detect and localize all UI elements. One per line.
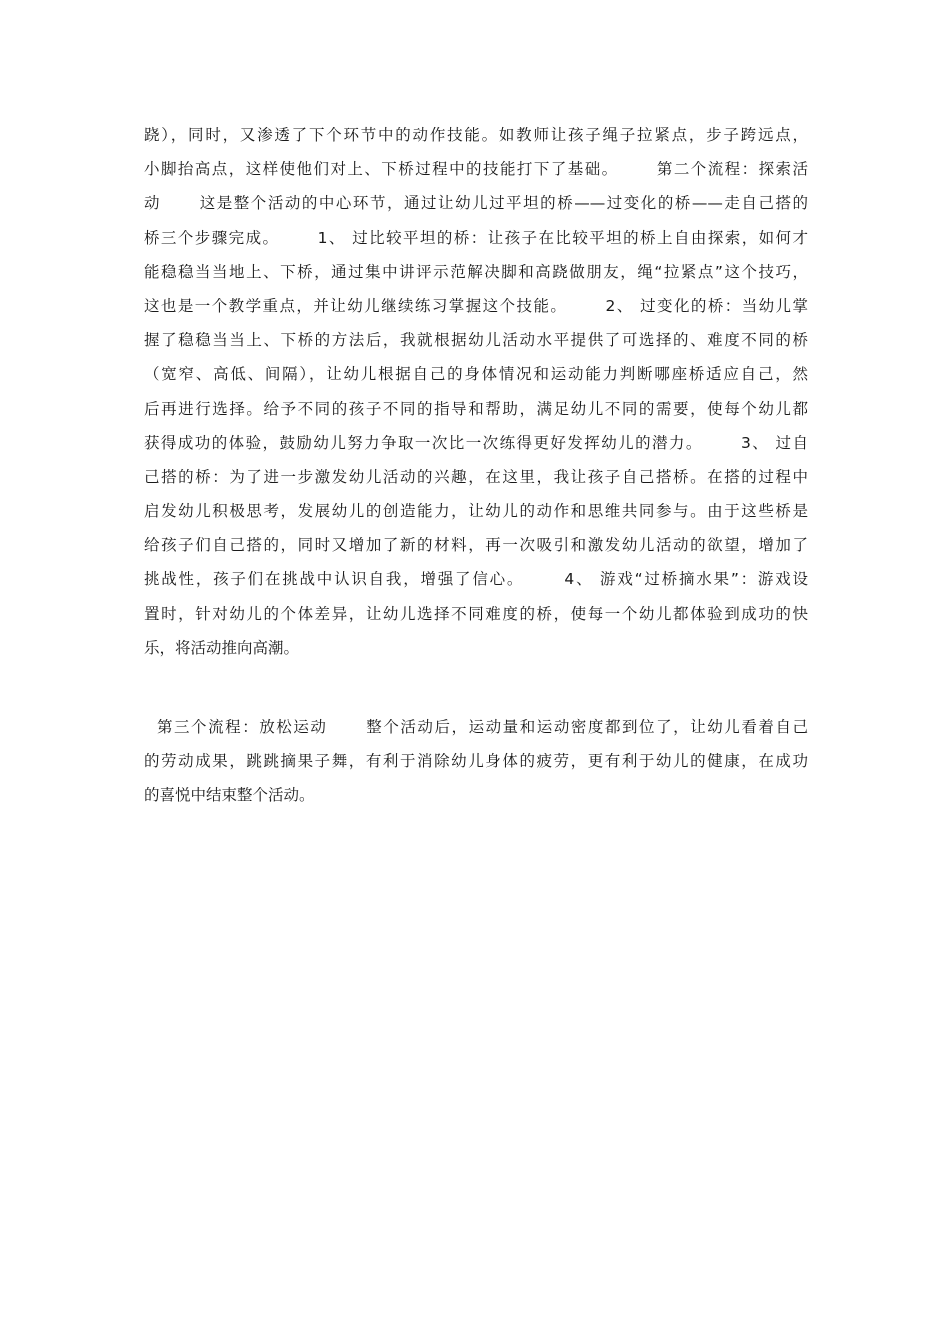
text-line: 跷），同时，又渗透了下个环节中的动作技能。如教师让孩子绳子拉紧点，步子跨远点， [144,126,808,144]
paragraph-activity-process [144,118,808,665]
text-line: 动 这是整个活动的中心环节，通过让幼儿过平坦的桥——过变化的桥——走自己搭的 [144,194,808,213]
text-line: 桥三个步骤完成。 1、 过比较平坦的桥：让孩子在比较平坦的桥上自由探索，如何才 [144,228,808,247]
text-line: 给孩子们自己搭的，同时又增加了新的材料，再一次吸引和激发幼儿活动的欲望，增加了 [144,536,808,555]
text-line: 第三个流程：放松运动 整个活动后，运动量和运动密度都到位了，让幼儿看着自己 [144,718,808,736]
text-line: 能稳稳当当地上、下桥，通过集中讲评示范解决脚和高跷做朋友，绳“拉紧点”这个技巧， [144,262,808,281]
text-line: 这也是一个教学重点，并让幼儿继续练习掌握这个技能。 2、 过变化的桥：当幼儿掌 [144,296,808,315]
text-line: 的劳动成果，跳跳摘果子舞，有利于消除幼儿身体的疲劳，更有利于幼儿的健康，在成功 [144,752,808,771]
text-line: 小脚抬高点，这样使他们对上、下桥过程中的技能打下了基础。 第二个流程：探索活 [144,160,808,179]
text-line: 获得成功的体验，鼓励幼儿努力争取一次比一次练得更好发挥幼儿的潜力。 3、 过自 [144,433,808,452]
text-line: 己搭的桥：为了进一步激发幼儿活动的兴趣，在这里，我让孩子自己搭桥。在搭的过程中 [144,467,808,486]
text-line: 启发幼儿积极思考，发展幼儿的创造能力，让幼儿的动作和思维共同参与。由于这些桥是 [144,502,808,521]
text-line: 握了稳稳当当上、下桥的方法后，我就根据幼儿活动水平提供了可选择的、难度不同的桥 [144,331,808,350]
text-line: 后再进行选择。给予不同的孩子不同的指导和帮助，满足幼儿不同的需要，使每个幼儿都 [144,399,808,418]
text-line: 挑战性，孩子们在挑战中认识自我，增强了信心。 4、 游戏“过桥摘水果”：游戏设 [144,570,808,589]
text-line: 的喜悦中结束整个活动。 [144,786,315,805]
text-line: （宽窄、高低、间隔），让幼儿根据自己的身体情况和运动能力判断哪座桥适应自己，然 [144,365,808,384]
text-line: 置时，针对幼儿的个体差异，让幼儿选择不同难度的桥，使每一个幼儿都体验到成功的快 [144,604,808,623]
text-line: 乐，将活动推向高潮。 [144,638,300,657]
paragraph-relaxation [144,710,808,813]
